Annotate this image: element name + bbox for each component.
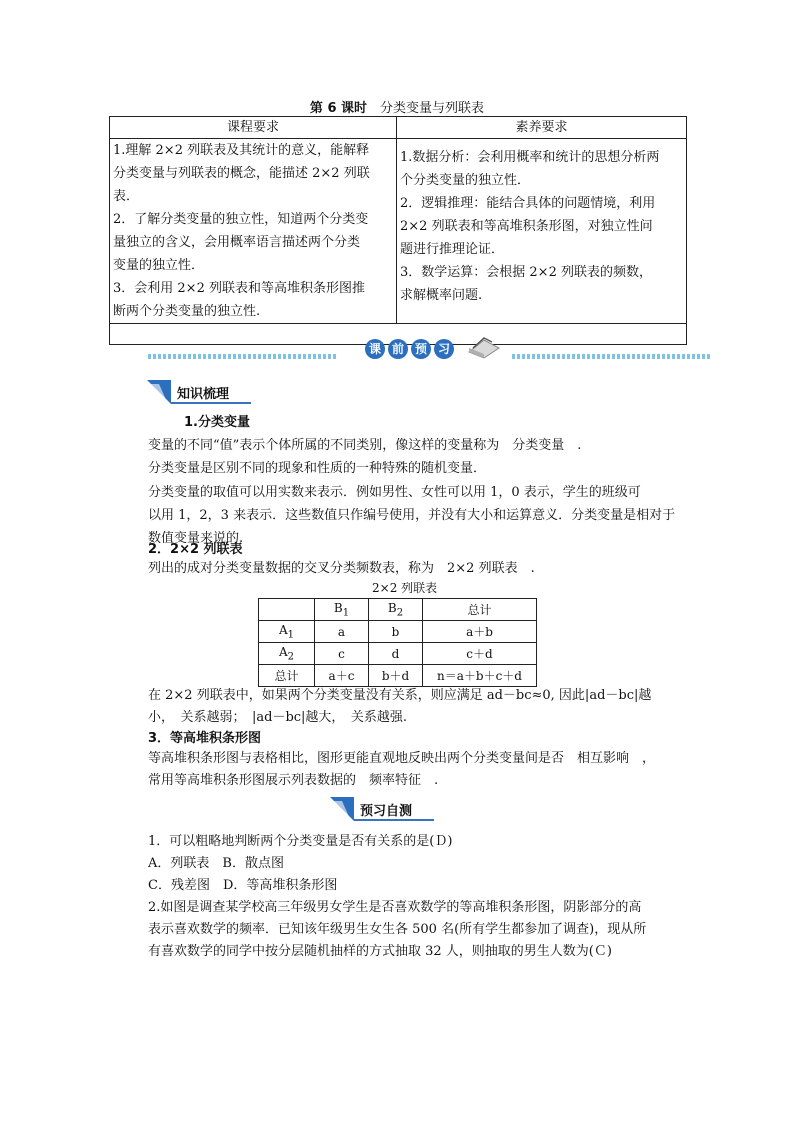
section-marker-icon bbox=[330, 797, 354, 821]
banner-divider-right bbox=[512, 354, 710, 359]
req-right-line: 3．数学运算：会根据 2×2 列联表的频数， bbox=[400, 265, 652, 280]
req-right-line: 2．逻辑推理：能结合具体的问题情境，利用 bbox=[400, 196, 656, 211]
section-underline bbox=[171, 402, 251, 404]
header-literacy-requirements: 素养要求 bbox=[397, 117, 687, 139]
section-marker-icon bbox=[147, 380, 171, 404]
heading-categorical-variable: 1.分类变量 bbox=[184, 415, 250, 430]
ct-cell: b＋d bbox=[369, 665, 423, 687]
ct-cell: $A_2$ bbox=[259, 643, 315, 665]
ct-cell: b bbox=[369, 621, 423, 643]
paragraph-line: 分类变量的取值可以用实数来表示．例如男性、女性可以用 1，0 表示，学生的班级可 bbox=[148, 485, 641, 500]
heading-contingency-table: 2．2×2 列联表 bbox=[148, 542, 243, 557]
question-option: A．列联表 B．散点图 bbox=[148, 856, 284, 871]
req-left-line: 表． bbox=[113, 189, 140, 204]
ct-cell: c bbox=[315, 643, 369, 665]
paragraph-line: 在 2×2 列联表中，如果两个分类变量没有关系，则应满足 ad－bc≈0, 因此|ad－bc|越 bbox=[148, 688, 652, 703]
section-title: 预习自测 bbox=[360, 804, 413, 819]
req-right-line: 1.数据分析：会利用概率和统计的思想分析两 bbox=[400, 150, 660, 165]
lesson-name: 分类变量与列联表 bbox=[380, 101, 485, 116]
lesson-number: 第 6 课时 bbox=[309, 101, 368, 116]
paragraph-line: 常用等高堆积条形图展示列表数据的 频率特征 . bbox=[148, 773, 439, 788]
question-option: C．残差图 D．等高堆积条形图 bbox=[148, 878, 338, 893]
req-left-line: 3．会利用 2×2 列联表和等高堆积条形图推 bbox=[113, 281, 365, 296]
table-caption: 2×2 列联表 bbox=[372, 581, 438, 595]
heading-stacked-bar: 3．等高堆积条形图 bbox=[148, 731, 262, 746]
contingency-table bbox=[258, 598, 537, 687]
ct-cell: 总计 bbox=[259, 665, 315, 687]
question-line: 表示喜欢数学的频率．已知该年级男生女生各 500 名(所有学生都参加了调查)，现从所 bbox=[148, 922, 647, 937]
literacy-requirements-cell bbox=[397, 139, 687, 324]
ct-cell: d bbox=[369, 643, 423, 665]
question-line: 1．可以粗略地判断两个分类变量是否有关系的是(Ｄ) bbox=[148, 834, 453, 849]
req-right-line: 2×2 列联表和等高堆积条形图，对独立性问 bbox=[400, 219, 653, 234]
req-left-line: 2．了解分类变量的独立性，知道两个分类变 bbox=[113, 212, 369, 227]
section-title: 知识梳理 bbox=[177, 387, 230, 402]
req-left-line: 量独立的含义，会用概率语言描述两个分类 bbox=[113, 235, 361, 250]
lesson-title bbox=[0, 97, 794, 116]
banner-divider-left bbox=[148, 354, 338, 359]
paragraph-line: 以用 1，2，3 来表示．这些数值只作编号使用，并没有大小和运算意义．分类变量是相对于 bbox=[148, 508, 676, 523]
ct-cell: a bbox=[315, 621, 369, 643]
ct-cell: a＋c bbox=[315, 665, 369, 687]
question-line: 有喜欢数学的同学中按分层随机抽样的方式抽取 32 人，则抽取的男生人数为(Ｃ) bbox=[148, 944, 612, 959]
paragraph-line: 小， 关系越弱； |ad－bc|越大， 关系越强. bbox=[148, 710, 408, 725]
requirements-table bbox=[109, 116, 687, 345]
preview-banner bbox=[343, 338, 463, 364]
paragraph-line: 等高堆积条形图与表格相比，图形更能直观地反映出两个分类变量间是否 相互影响 ， bbox=[148, 751, 656, 766]
course-requirements-cell bbox=[110, 139, 397, 324]
ct-cell: n＝a＋b＋c＋d bbox=[423, 665, 537, 687]
header-course-requirements: 课程要求 bbox=[110, 117, 397, 139]
section-underline bbox=[354, 819, 434, 821]
banner-char: 习 bbox=[434, 339, 454, 359]
ct-cell: c＋d bbox=[423, 643, 537, 665]
ct-cell bbox=[259, 599, 315, 621]
section-header-self-test bbox=[330, 797, 434, 821]
req-left-line: 1.理解 2×2 列联表及其统计的意义，能解释 bbox=[113, 143, 370, 158]
req-left-line: 变量的独立性． bbox=[113, 258, 205, 273]
req-left-line: 分类变量与列联表的概念，能描述 2×2 列联 bbox=[113, 166, 370, 181]
ct-cell: $A_1$ bbox=[259, 621, 315, 643]
ct-cell: $B_2$ bbox=[369, 599, 423, 621]
req-right-line: 题进行推理论证． bbox=[400, 242, 505, 257]
section-header-knowledge bbox=[147, 380, 251, 404]
paragraph-line: 分类变量是区别不同的现象和性质的一种特殊的随机变量． bbox=[148, 461, 487, 476]
ct-cell: 总计 bbox=[423, 599, 537, 621]
banner-char: 课 bbox=[365, 339, 385, 359]
paragraph-line: 数值变量来说的. bbox=[148, 531, 244, 546]
paragraph-line: 列出的成对分类变量数据的交叉分类频数表，称为 2×2 列联表 . bbox=[148, 561, 535, 576]
banner-char: 预 bbox=[411, 339, 431, 359]
ct-cell: $B_1$ bbox=[315, 599, 369, 621]
req-left-line: 断两个分类变量的独立性. bbox=[113, 304, 261, 319]
ct-cell: a＋b bbox=[423, 621, 537, 643]
req-right-line: 求解概率问题. bbox=[400, 288, 483, 303]
banner-char: 前 bbox=[388, 339, 408, 359]
book-icon bbox=[466, 332, 502, 360]
req-right-line: 个分类变量的独立性． bbox=[400, 173, 531, 188]
paragraph-line: 变量的不同“值”表示个体所属的不同类别，像这样的变量称为 分类变量 . bbox=[148, 438, 582, 453]
question-line: 2.如图是调查某学校高三年级男女学生是否喜欢数学的等高堆积条形图，阴影部分的高 bbox=[148, 900, 642, 915]
